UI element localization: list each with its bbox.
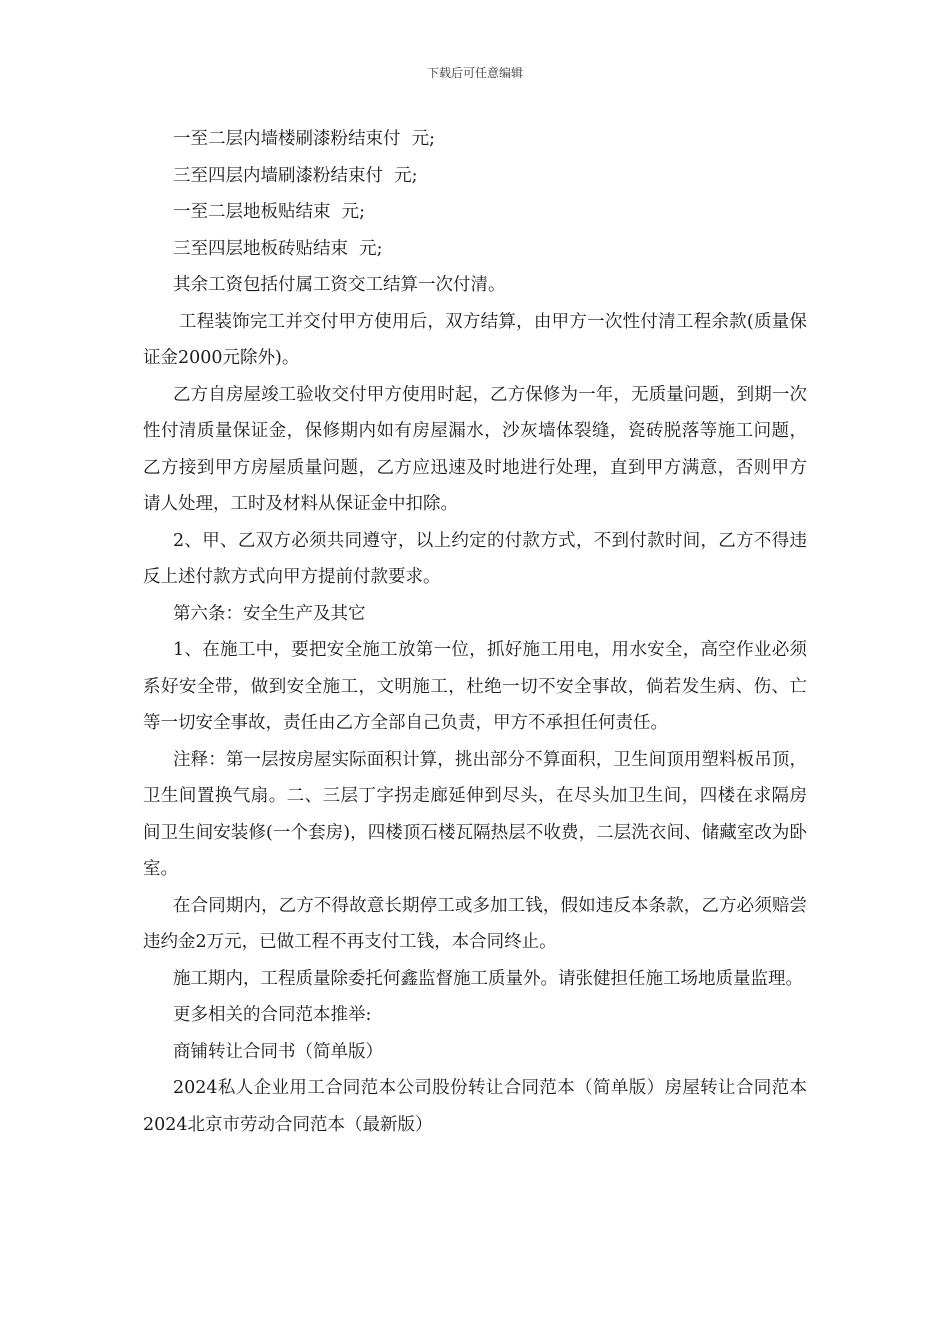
paragraph-penalty: 在合同期内，乙方不得故意长期停工或多加工钱，假如违反本条款，乙方必须赔尝违约金2万元，已做工程不再支付工钱，本合同终止。: [143, 895, 807, 952]
paragraph-final-settlement: 工程装饰完工并交付甲方使用后，双方结算，由甲方一次性付清工程余款(质量保证金2000元除外)。: [143, 311, 807, 368]
paragraph-payment-floor-1-2: 一至二层地板贴结束 元;: [173, 202, 366, 222]
paragraph-payment-compliance: 2、甲、乙双方必须共同遵守，以上约定的付款方式，不到付款时间，乙方不得违反上述付款方式向甲方提前付款要求。: [143, 530, 807, 587]
paragraph-payment-walls-1-2: 一至二层内墙楼刷漆粉结束付 元;: [173, 129, 436, 149]
paragraph-template-shop-transfer: 商铺转让合同书（简单版）: [173, 1041, 383, 1062]
paragraph-notes: 注释：第一层按房屋实际面积计算，挑出部分不算面积，卫生间顶用塑料板吊顶，卫生间置换气扇。二、三层丁字拐走廊延伸到尽头，在尽头加卫生间，四楼在求隔房间卫生间安装修(一个套房)，四楼顶石楼瓦隔热层不收费，二层洗衣间、储藏室改为卧室。: [143, 749, 807, 879]
paragraph-payment-floor-3-4: 三至四层地板砖贴结束 元;: [173, 238, 383, 259]
section-heading-article-6: 第六条：安全生产及其它: [173, 603, 366, 624]
paragraph-warranty: 乙方自房屋竣工验收交付甲方使用时起，乙方保修为一年，无质量问题，到期一次性付清质量保证金，保修期内如有房屋漏水，沙灰墙体裂缝，瓷砖脱落等施工问题，乙方接到甲方房屋质量问题，乙方应迅速及时地进行处理，直到甲方满意，否则甲方请人处理，工时及材料从保证金中扣除。: [143, 384, 807, 514]
paragraph-more-templates: 更多相关的合同范本推举:: [173, 1005, 372, 1025]
page-header-note: 下载后可任意编辑: [426, 66, 523, 80]
paragraph-payment-walls-3-4: 三至四层内墙刷漆粉结束付 元;: [173, 165, 418, 186]
paragraph-template-list: 2024私人企业用工合同范本公司股份转让合同范本（简单版）房屋转让合同范本2024北京市劳动合同范本（最新版）: [143, 1078, 807, 1135]
document-body: [143, 121, 807, 1143]
paragraph-remaining-wages: 其余工资包括付属工资交工结算一次付清。: [173, 275, 506, 295]
paragraph-safety: 1、在施工中，要把安全施工放第一位，抓好施工用电，用水安全，高空作业必须系好安全带，做到安全施工，文明施工，杜绝一切不安全事故，倘若发生病、伤、亡等一切安全事故，责任由乙方全部自己负责，甲方不承担任何责任。: [143, 640, 807, 733]
paragraph-supervision: 施工期内，工程质量除委托何鑫监督施工质量外。请张健担任施工场地质量监理。: [173, 968, 803, 989]
